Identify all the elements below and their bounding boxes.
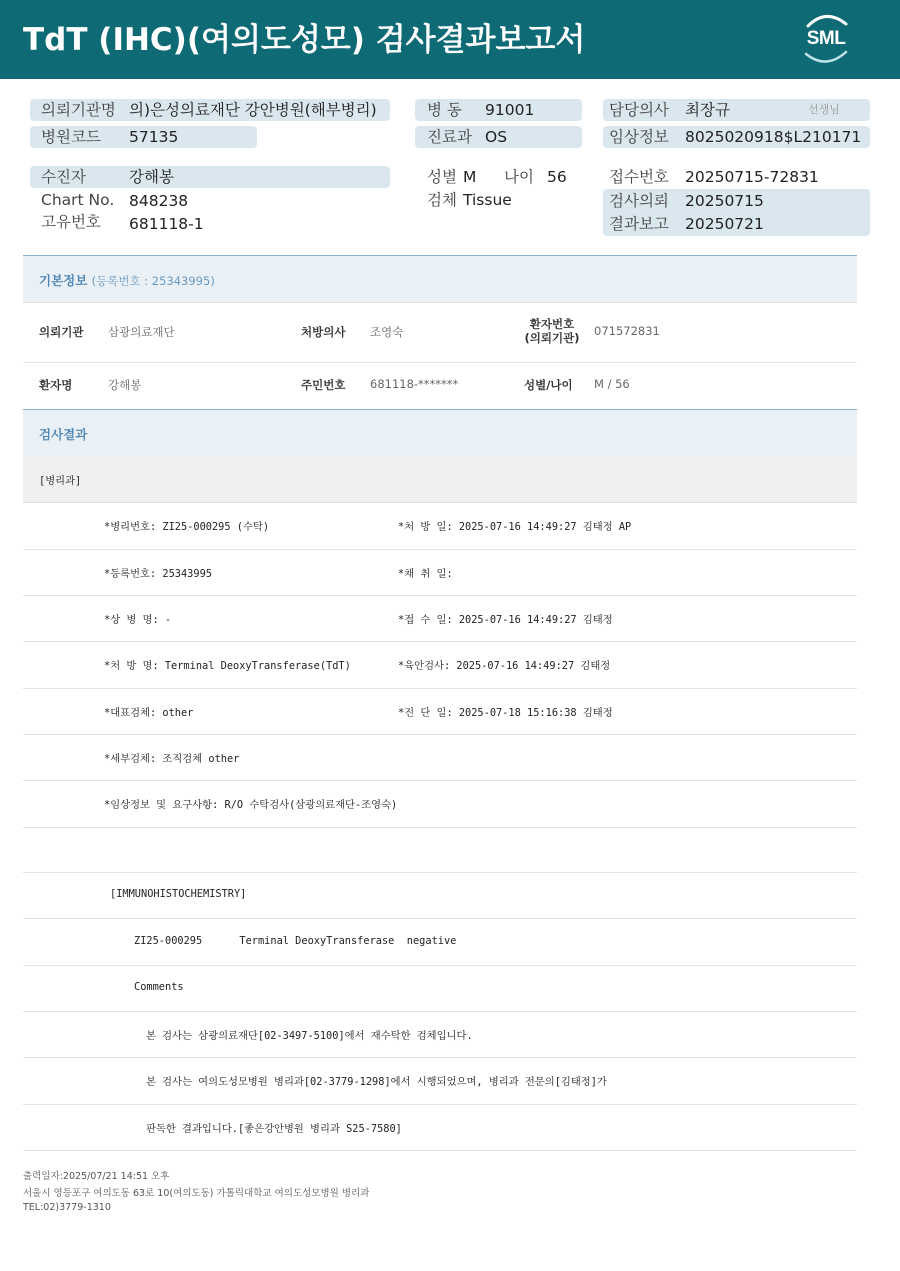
- doctor-suffix: 선생님: [808, 103, 840, 116]
- receipt-no-value: 20250715-72831: [685, 168, 819, 186]
- result-section-header: [23, 409, 857, 456]
- receipt-date: *접 수 일: 2025-07-16 14:49:27 김태정: [398, 614, 613, 626]
- patient-name-label: 환자명: [39, 378, 73, 392]
- department-label: 진료과: [427, 128, 472, 146]
- request-date-label: 검사의뢰: [609, 192, 669, 210]
- resident-no-value: 681118-*******: [370, 377, 459, 391]
- report-date-value: 20250721: [685, 215, 764, 233]
- gross-exam: *육안검사: 2025-07-16 14:49:27 김태정: [398, 660, 611, 672]
- pathology-no: *병리번호: ZI25-000295 (수탁): [104, 521, 270, 533]
- unique-no-value: 681118-1: [129, 215, 204, 233]
- patient-no-value: 071572831: [594, 324, 660, 338]
- sex-value: M: [463, 168, 477, 186]
- divider: [23, 1057, 857, 1058]
- doctor-value: 최장규: [685, 101, 730, 119]
- sex-label: 성별: [427, 168, 457, 186]
- specimen-value: Tissue: [463, 191, 512, 209]
- result-title: 검사결과: [39, 427, 88, 442]
- comments-label: Comments: [134, 981, 184, 993]
- age-label: 나이: [504, 168, 534, 186]
- divider: [23, 688, 857, 689]
- comment-line-1: 본 검사는 삼광의료재단[02-3497-5100]에서 재수탁한 검체입니다.: [146, 1030, 473, 1042]
- divider: [23, 549, 857, 550]
- diagnosis-date: *진 단 일: 2025-07-18 15:16:38 김태정: [398, 707, 613, 719]
- collection-date: *채 취 일:: [398, 568, 453, 580]
- report-header: [0, 0, 900, 79]
- institution-label: 의뢰기관: [39, 325, 84, 339]
- divider: [23, 1104, 857, 1105]
- comment-line-2: 본 검사는 여의도성모병원 병리과[02-3779-1298]에서 시행되었으며, 병리과 전문의[김태정]가: [146, 1076, 607, 1088]
- registration-no: *등록번호: 25343995: [104, 568, 212, 580]
- department-text: [병리과]: [39, 475, 82, 487]
- divider: [23, 302, 857, 303]
- prescription-date: *처 방 일: 2025-07-16 14:49:27 김태정 AP: [398, 521, 632, 533]
- patient-no-label-line1: 환자번호: [529, 317, 575, 331]
- logo-text: SML: [806, 28, 846, 49]
- sml-logo: [796, 12, 856, 66]
- telephone: TEL:02)3779-1310: [23, 1202, 111, 1213]
- divider: [23, 502, 857, 503]
- patient-name-value: 강해봉: [108, 378, 142, 392]
- divider: [23, 734, 857, 735]
- examinee-label: 수진자: [41, 168, 86, 186]
- resident-no-label: 주민번호: [301, 378, 346, 392]
- divider: [23, 1150, 857, 1151]
- prescriber-label: 처방의사: [301, 325, 346, 339]
- divider: [23, 641, 857, 642]
- divider: [23, 918, 857, 919]
- unique-no-label: 고유번호: [41, 213, 101, 231]
- chart-no-value: 848238: [129, 192, 189, 210]
- detail-specimen: *세부검체: 조직검체 other: [104, 753, 240, 765]
- divider: [23, 965, 857, 966]
- age-value: 56: [547, 168, 567, 186]
- prescriber-value: 조영숙: [370, 325, 404, 339]
- report-date-label: 결과보고: [609, 215, 669, 233]
- print-date: 출력일자:2025/07/21 14:51 오후: [23, 1171, 170, 1182]
- divider: [23, 780, 857, 781]
- prescription-name: *처 방 명: Terminal DeoxyTransferase(TdT): [104, 660, 351, 672]
- divider: [23, 872, 857, 873]
- clinical-request: *임상정보 및 요구사항: R/O 수탁검사(삼광의료재단-조영숙): [104, 799, 398, 811]
- examinee-value: 강해봉: [129, 168, 174, 186]
- sex-age-value: M / 56: [594, 377, 630, 391]
- referring-institution-label: 의뢰기관명: [41, 101, 116, 119]
- clinical-info-value: 8025020918$L210171: [685, 128, 862, 146]
- divider: [23, 362, 857, 363]
- divider: [23, 1011, 857, 1012]
- basic-info-title: [39, 271, 215, 289]
- hospital-code-label: 병원코드: [41, 128, 101, 146]
- divider: [23, 827, 857, 828]
- address: 서울시 영등포구 여의도동 63로 10(여의도동) 가톨릭대학교 여의도성모병원 병리과: [23, 1188, 370, 1199]
- doctor-label: 담당의사: [609, 101, 669, 119]
- referring-institution-value: 의)은성의료재단 강안병원(해부병리): [129, 101, 377, 119]
- basic-info-title-text: 기본정보: [39, 273, 88, 288]
- registration-no-subtitle: (등록번호 : 25343995): [91, 274, 215, 288]
- department-value: OS: [485, 128, 508, 146]
- patient-no-label: [524, 317, 580, 345]
- department-row: [23, 456, 857, 502]
- comment-line-3: 판독한 결과입니다.[좋은강안병원 병리과 S25-7580]: [146, 1123, 402, 1135]
- clinical-info-label: 임상정보: [609, 128, 669, 146]
- ward-label: 병 동: [427, 101, 462, 119]
- patient-no-label-line2: (의뢰기관): [524, 331, 580, 345]
- hospital-code-value: 57135: [129, 128, 179, 146]
- receipt-no-label: 접수번호: [609, 168, 669, 186]
- specimen-label: 검체: [427, 191, 457, 209]
- report-title: TdT (IHC)(여의도성모) 검사결과보고서: [23, 22, 586, 58]
- sex-age-label: 성별/나이: [524, 378, 573, 392]
- ward-value: 91001: [485, 101, 535, 119]
- divider: [23, 595, 857, 596]
- basic-info-section-header: [23, 255, 857, 302]
- disease-name: *상 병 명: -: [104, 614, 172, 626]
- main-specimen: *대표검체: other: [104, 707, 194, 719]
- chart-no-label: Chart No.: [41, 191, 115, 209]
- ihc-result: ZI25-000295 Terminal DeoxyTransferase negative: [134, 935, 457, 947]
- request-date-value: 20250715: [685, 192, 764, 210]
- institution-value: 삼광의료재단: [108, 325, 175, 339]
- ihc-header: [IMMUNOHISTOCHEMISTRY]: [110, 888, 247, 900]
